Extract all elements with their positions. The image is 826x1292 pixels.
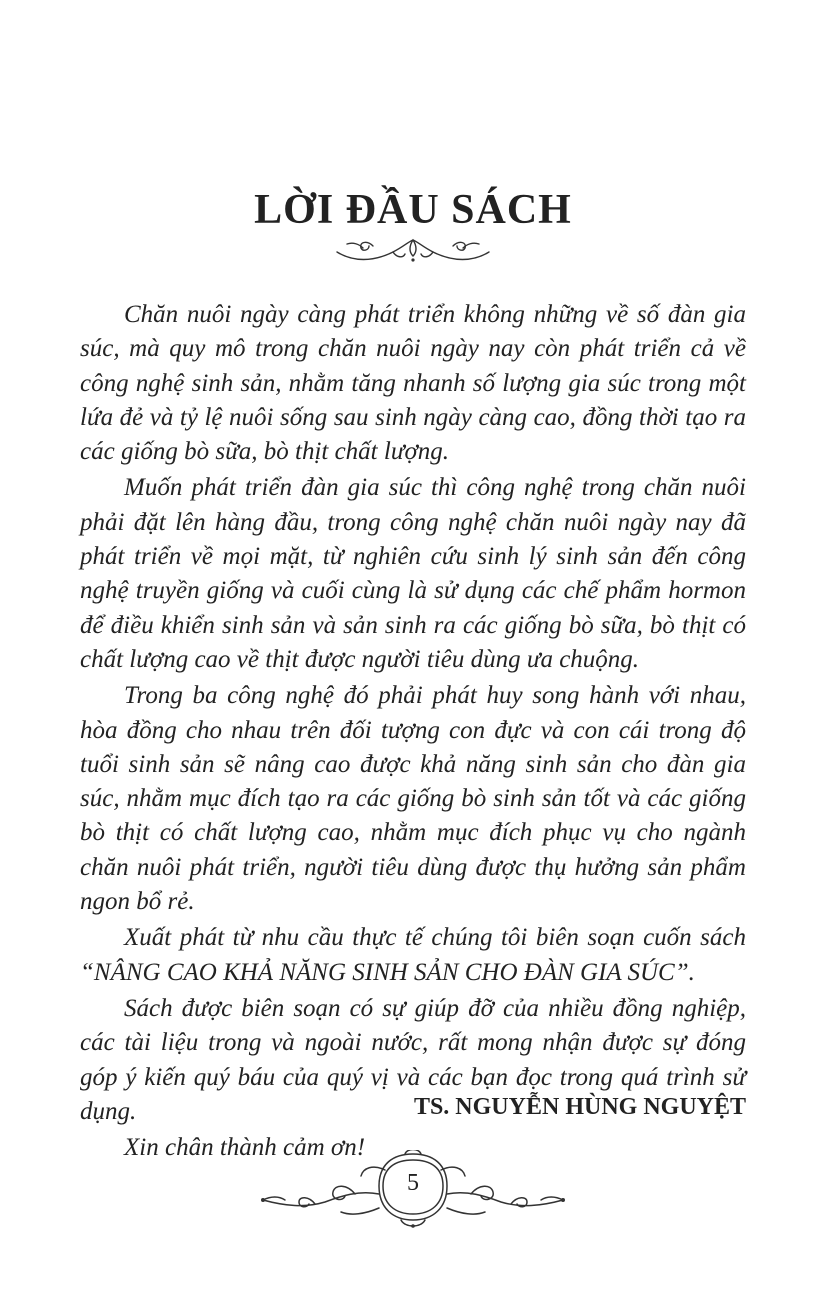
title-flourish-ornament [333,232,493,266]
page-number: 5 [407,1170,419,1196]
paragraph-3: Trong ba công nghệ đó phải phát huy song hành với nhau, hòa đồng cho nhau trên đối tượng con đực và con cái trong độ tuổi sinh sản sẽ nâng cao được khả năng sinh sản cho đàn gia súc, nhằm mục đích tạo ra các giống bò sinh sản tốt và các giống bò thịt có chất lượng cao, nhằm mục đích phục vụ cho ngành chăn nuôi phát triển, người tiêu dùng được thụ hưởng sản phẩm ngon bổ rẻ. [80,682,746,916]
page-title: LỜI ĐẦU SÁCH [254,187,572,233]
paragraph-6: Xin chân thành cảm ơn! [124,1134,366,1162]
paragraph-5: Sách được biên soạn có sự giúp đỡ của nhiều đồng nghiệp, các tài liệu trong và ngoài nước, rất mong nhận được sự đóng góp ý kiến quý báu của quý vị và các bạn đọc trong quá trình sử dụng. [80,994,746,1125]
paragraph-1: Chăn nuôi ngày càng phát triển không những về số đàn gia súc, mà quy mô trong chăn nuôi ngày nay còn phát triển cả về công nghệ sinh sản, nhằm tăng nhanh số lượng gia súc trong một lứa đẻ và tỷ lệ nuôi sống sau sinh ngày càng cao, đồng thời tạo ra các giống bò sữa, bò thịt chất lượng. [80,301,746,466]
paragraph-2: Muốn phát triển đàn gia súc thì công nghệ trong chăn nuôi phải đặt lên hàng đầu, trong công nghệ chăn nuôi ngày nay đã phát triển về mọi mặt, từ nghiên cứu sinh lý sinh sản đến công nghệ truyền giống và cuối cùng là sử dụng các chế phẩm hormon để điều khiển sinh sản và sản sinh ra các giống bò sữa, bò thịt có chất lượng cao về thịt được người tiêu dùng ưa chuộng. [80,474,746,673]
preface-body [80,298,746,1165]
paragraph-4: Xuất phát từ nhu cầu thực tế chúng tôi biên soạn cuốn sách “NÂNG CAO KHẢ NĂNG SINH SẢN CHO ĐÀN GIA SÚC”. [80,924,746,986]
author-signature: TS. NGUYỄN HÙNG NGUYỆT [413,1094,746,1120]
